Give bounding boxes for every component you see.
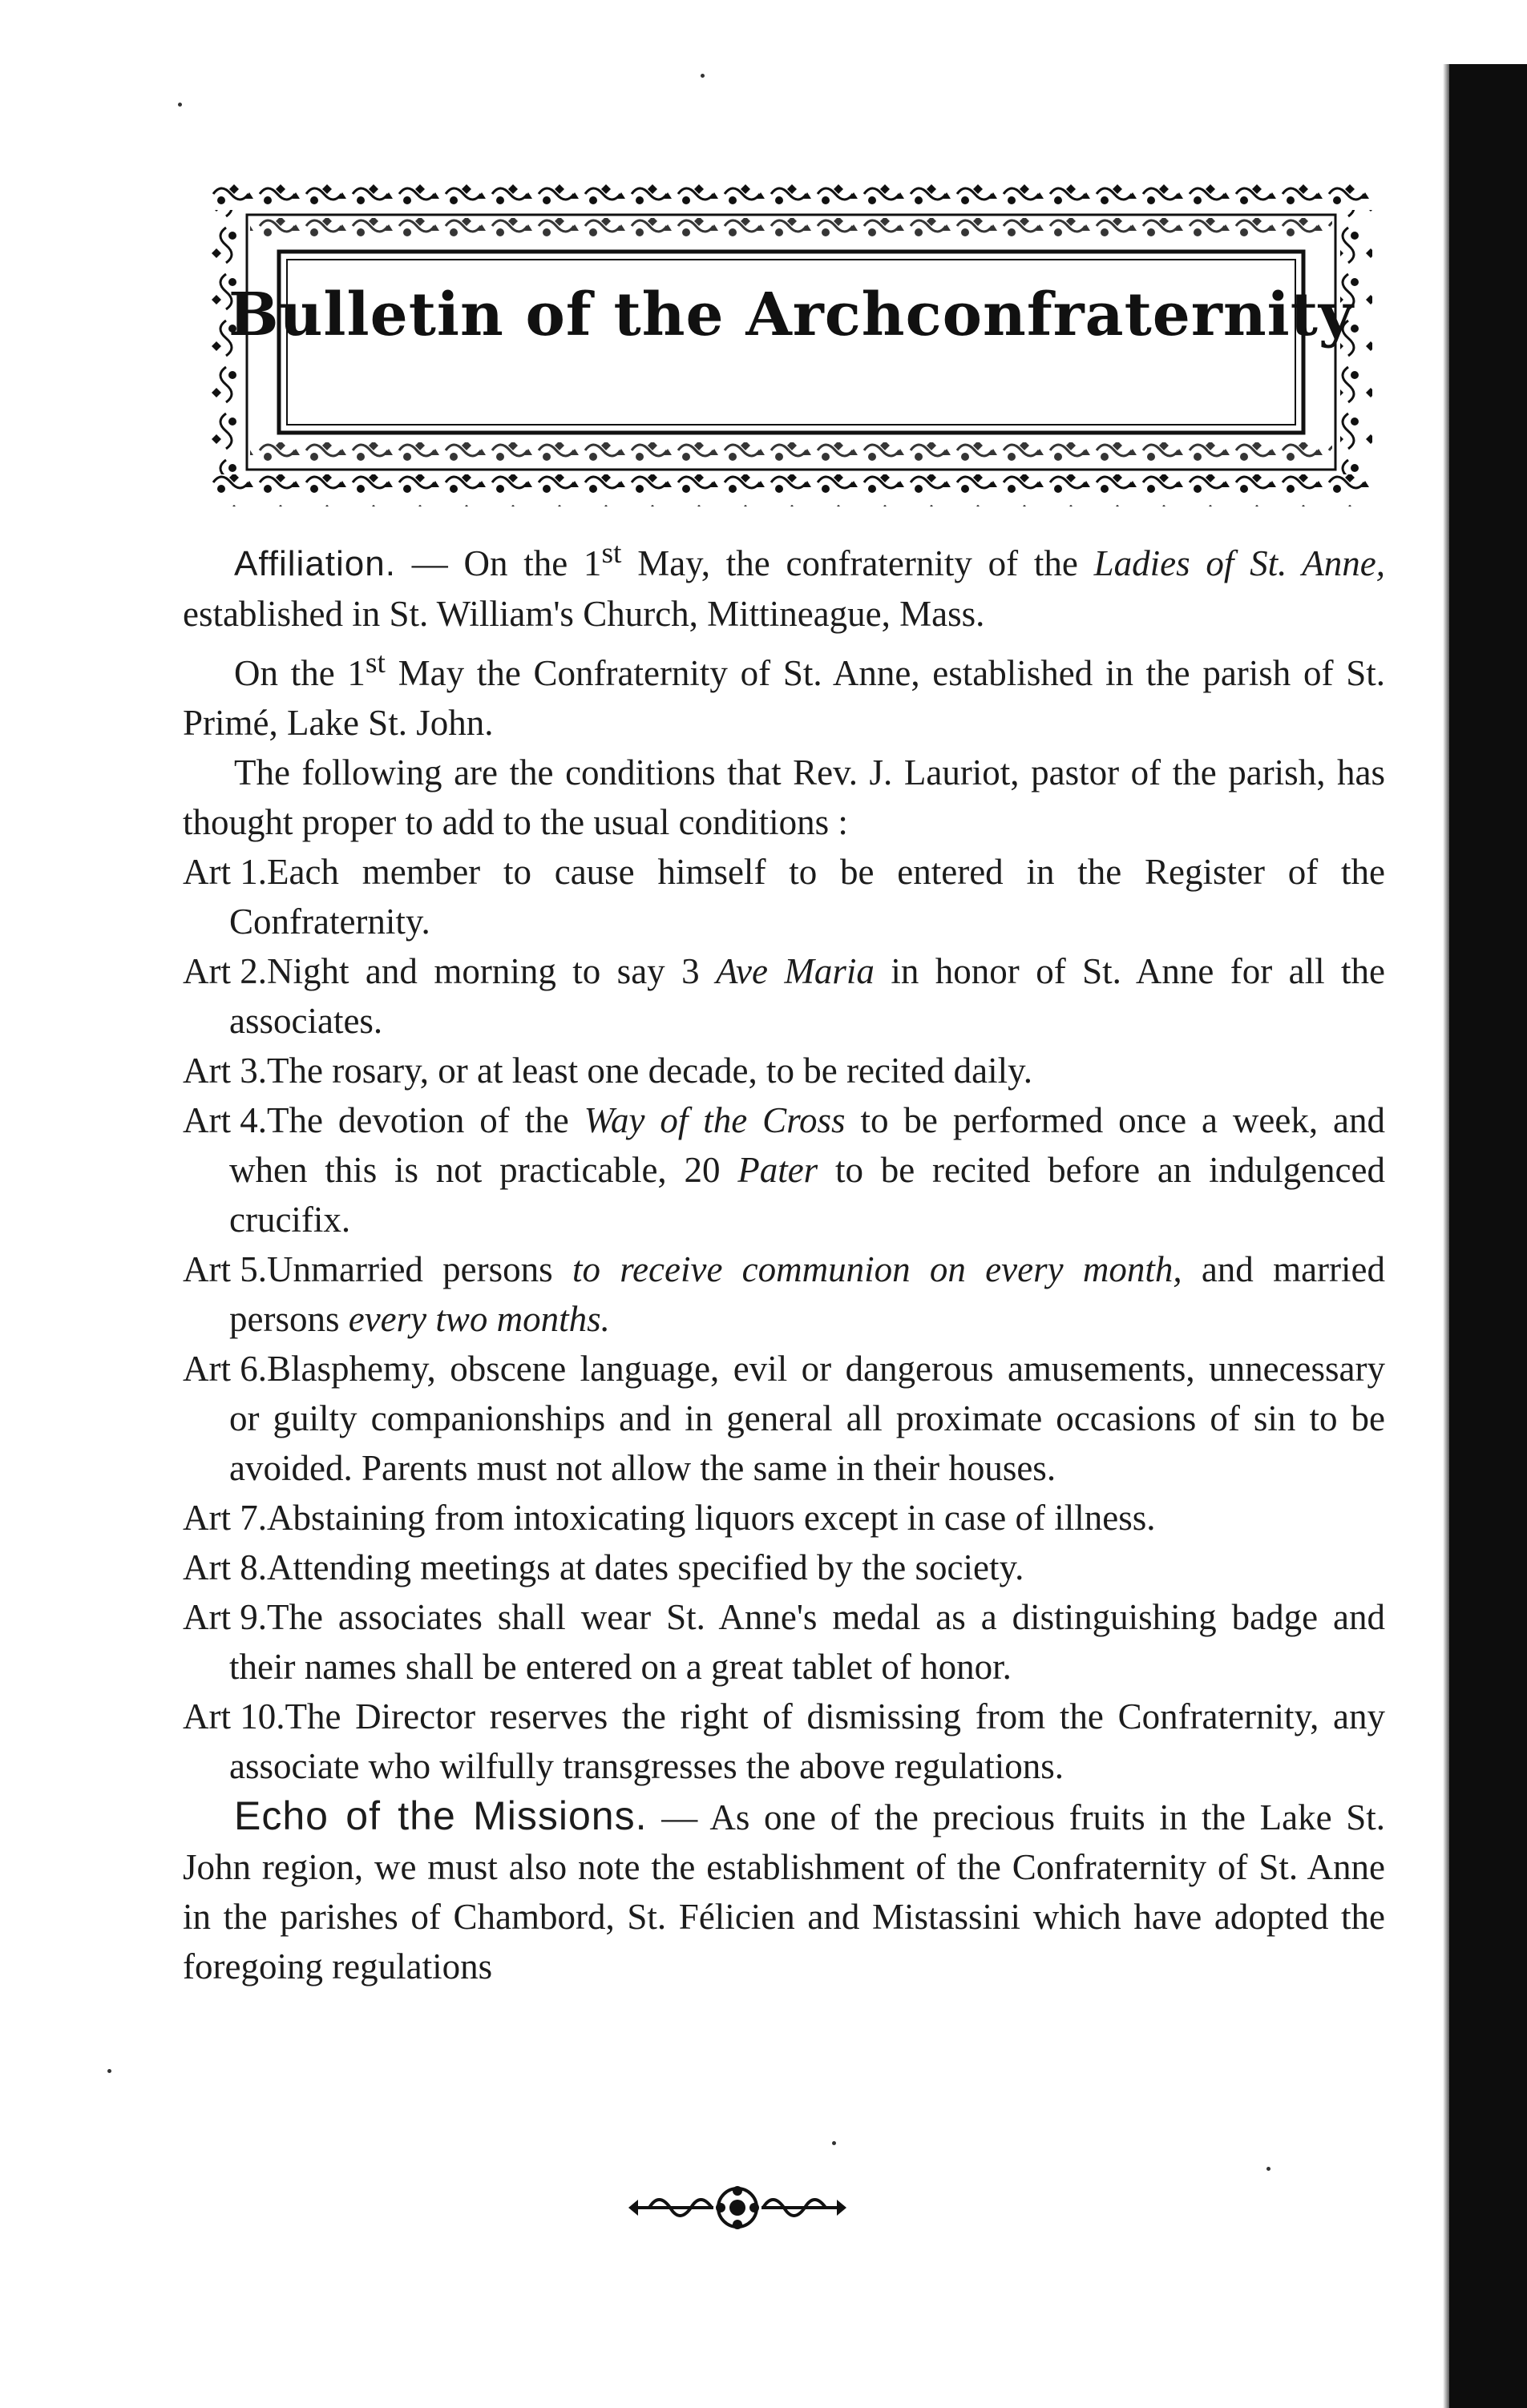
affiliation-text-b: May, the confraternity of the (621, 543, 1094, 583)
article-text: and married persons (229, 1249, 1385, 1339)
speck (701, 74, 705, 78)
article-label: Art 6. (183, 1349, 267, 1389)
article-item (183, 1592, 1385, 1692)
article-text: Unmarried persons (267, 1249, 572, 1289)
article-item (183, 1344, 1385, 1493)
article-item (183, 1095, 1385, 1244)
article-text: The Director reserves the right of dismissing from the Confraternity, any associate who wilfully transgresses the above regulations. (229, 1696, 1385, 1786)
speck (107, 2069, 111, 2073)
header-banner (210, 178, 1372, 506)
article-italic-text: to receive communion on every month, (572, 1249, 1182, 1289)
missions-text: — As one of the precious fruits in the Lake St. John region, we must also note the establishment of the Confraternity of St. Anne in the parishes of Chambord, St. Félicien and Mistassini which have adopted the foregoing regulations (183, 1797, 1386, 1986)
article-text: Night and morning to say 3 (267, 951, 717, 991)
affiliation-heading: Affiliation. (234, 544, 396, 583)
article-item (183, 946, 1385, 1046)
article-text: Attending meetings at dates specified by the society. (267, 1547, 1024, 1587)
article-label: Art 10. (183, 1696, 285, 1736)
article-text: Abstaining from intoxicating liquors except in case of illness. (267, 1498, 1156, 1538)
article-text: The devotion of the (267, 1100, 584, 1140)
affiliation-paragraph (183, 529, 1385, 639)
missions-heading: Echo of the Missions. (234, 1793, 648, 1838)
article-item (183, 1692, 1385, 1791)
affiliation2-text-a: On the 1 (234, 653, 366, 693)
articles-list (183, 847, 1385, 1791)
article-item (183, 1493, 1385, 1543)
article-label: Art 8. (183, 1547, 267, 1587)
speck (178, 103, 182, 107)
affiliation2-text-b: May the Confraternity of St. Anne, established in the parish of St. Primé, Lake St. John. (183, 653, 1385, 743)
article-text: Each member to cause himself to be entered in the Register of the Confraternity. (229, 852, 1385, 942)
article-text: to be performed once a week, and when this is not practicable, 20 (229, 1100, 1386, 1190)
article-text: in honor of St. Anne for all the associates. (229, 951, 1386, 1041)
article-item (183, 1543, 1385, 1592)
article-italic-text: every two months. (348, 1299, 610, 1339)
article-text: Blasphemy, obscene language, evil or dangerous amusements, unnecessary or guilty companionships and in general all proximate occasions of sin to be avoided. Parents must not allow the same in their houses. (229, 1349, 1385, 1488)
ordinal-suffix: st (601, 537, 622, 570)
article-label: Art 5. (183, 1249, 267, 1289)
affiliation-text-a: — On the 1 (411, 543, 602, 583)
speck (1266, 2167, 1270, 2171)
article-italic-text: Ave Maria (716, 951, 875, 991)
page-title: Bulletin of the Archconfraternity (228, 280, 1354, 349)
scan-dark-edge (1449, 64, 1527, 2408)
missions-paragraph (183, 1791, 1385, 1991)
article-italic-text: Way of the Cross (584, 1100, 846, 1140)
article-text: The associates shall wear St. Anne's medal as a distinguishing badge and their names shall be entered on a great tablet of honor. (229, 1597, 1385, 1687)
article-text: The rosary, or at least one decade, to be recited daily. (267, 1051, 1032, 1091)
ordinal-suffix-2: st (365, 647, 386, 680)
article-italic-text: Pater (737, 1150, 818, 1190)
affiliation-paragraph-2 (183, 639, 1385, 748)
article-label: Art 4. (183, 1100, 267, 1140)
speck (832, 2141, 836, 2145)
article-text: to be recited before an indulgenced crucifix. (229, 1150, 1385, 1240)
floral-fleuron-icon (625, 2180, 850, 2236)
article-item (183, 847, 1385, 946)
article-label: Art 3. (183, 1051, 267, 1091)
article-label: Art 9. (183, 1597, 267, 1637)
article-item (183, 1244, 1385, 1344)
article-item (183, 1046, 1385, 1095)
affiliation-italic: Ladies of St. Anne, (1093, 543, 1385, 583)
article-label: Art 1. (183, 852, 267, 892)
affiliation-text-c: established in St. William's Church, Mittineague, Mass. (183, 594, 985, 634)
conditions-intro: The following are the conditions that Rev. J. Lauriot, pastor of the parish, has thought proper to add to the usual conditions : (183, 752, 1385, 842)
bulletin-body (183, 529, 1385, 1991)
article-label: Art 2. (183, 951, 267, 991)
article-label: Art 7. (183, 1498, 267, 1538)
